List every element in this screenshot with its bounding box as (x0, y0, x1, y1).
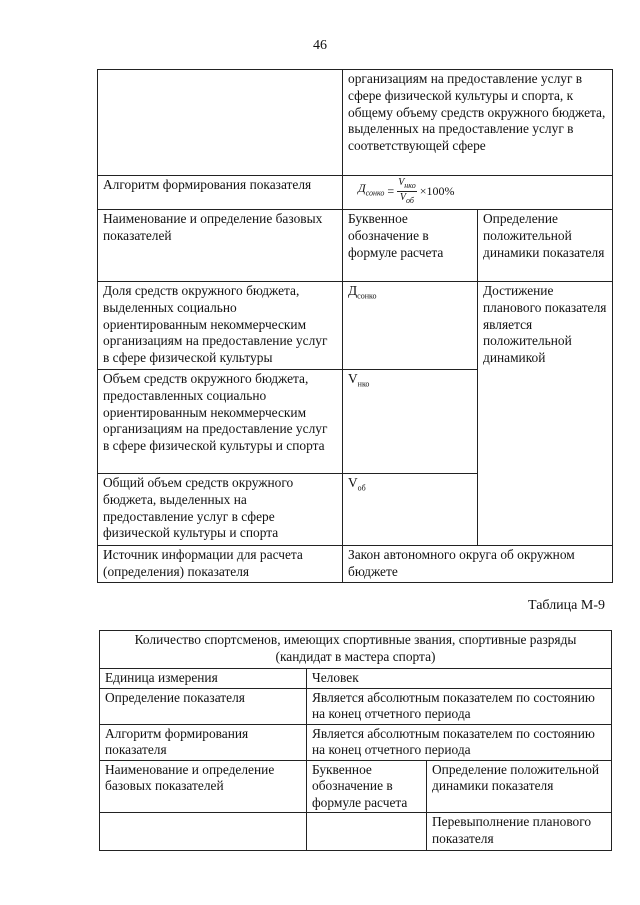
empty-cell (100, 813, 307, 851)
empty-cell (98, 70, 343, 176)
table-row-symbol: $V_{нко}$ (343, 370, 478, 474)
table-row-name: Объем средств окружного бюджета, предоставленных социально ориентированным некоммерческим организациям на предоставление услуг в сфере физической культуры и спорта (98, 370, 343, 474)
header-dynamics: Определение положительной динамики показателя (427, 760, 612, 813)
table-caption: Таблица М-9 (528, 598, 605, 613)
formula: $Д_{сонко}$ = $\frac{V_{нко}}{V_{об}}$ ×100% (358, 177, 455, 205)
dynamics-cell: Достижение планового показателя является положительной динамикой (478, 282, 613, 546)
indicator-table-m9 (99, 630, 612, 851)
definition-value: Является абсолютным показателем по состоянию на конец отчетного периода (307, 688, 612, 724)
source-value: Закон автономного округа об окружном бюджете (343, 546, 613, 583)
dynamics-cell: Перевыполнение планового показателя (427, 813, 612, 851)
algorithm-label: Алгоритм формирования показателя (98, 176, 343, 210)
empty-cell (307, 813, 427, 851)
algorithm-value: Является абсолютным показателем по состоянию на конец отчетного периода (307, 724, 612, 760)
header-symbol: Буквенное обозначение в формуле расчета (307, 760, 427, 813)
table-title: Количество спортсменов, имеющих спортивные звания, спортивные разряды (кандидат в мастера спорта) (100, 631, 612, 669)
header-dynamics: Определение положительной динамики показателя (478, 210, 613, 282)
algorithm-label: Алгоритм формирования показателя (100, 724, 307, 760)
page-number: 46 (313, 38, 327, 53)
header-name: Наименование и определение базовых показателей (98, 210, 343, 282)
table-row-name: Общий объем средств окружного бюджета, выделенных на предоставление услуг в сфере физической культуры и спорта (98, 474, 343, 546)
unit-value: Человек (307, 669, 612, 689)
continued-definition: организациям на предоставление услуг в сфере физической культуры и спорта, к общему объему средств окружного бюджета, выделенных на предоставление услуг в соответствующей сфере (343, 70, 613, 176)
algorithm-formula (343, 176, 613, 210)
unit-label: Единица измерения (100, 669, 307, 689)
definition-label: Определение показателя (100, 688, 307, 724)
table-row-symbol: $Д_{сонко}$ (343, 282, 478, 370)
header-symbol: Буквенное обозначение в формуле расчета (343, 210, 478, 282)
table-row-name: Доля средств окружного бюджета, выделенных социально ориентированным некоммерческим организациям на предоставление услуг в сфере физической культуры (98, 282, 343, 370)
table-row-symbol: $V_{об}$ (343, 474, 478, 546)
source-label: Источник информации для расчета (определения) показателя (98, 546, 343, 583)
indicator-table-continued (97, 69, 613, 583)
header-name: Наименование и определение базовых показателей (100, 760, 307, 813)
